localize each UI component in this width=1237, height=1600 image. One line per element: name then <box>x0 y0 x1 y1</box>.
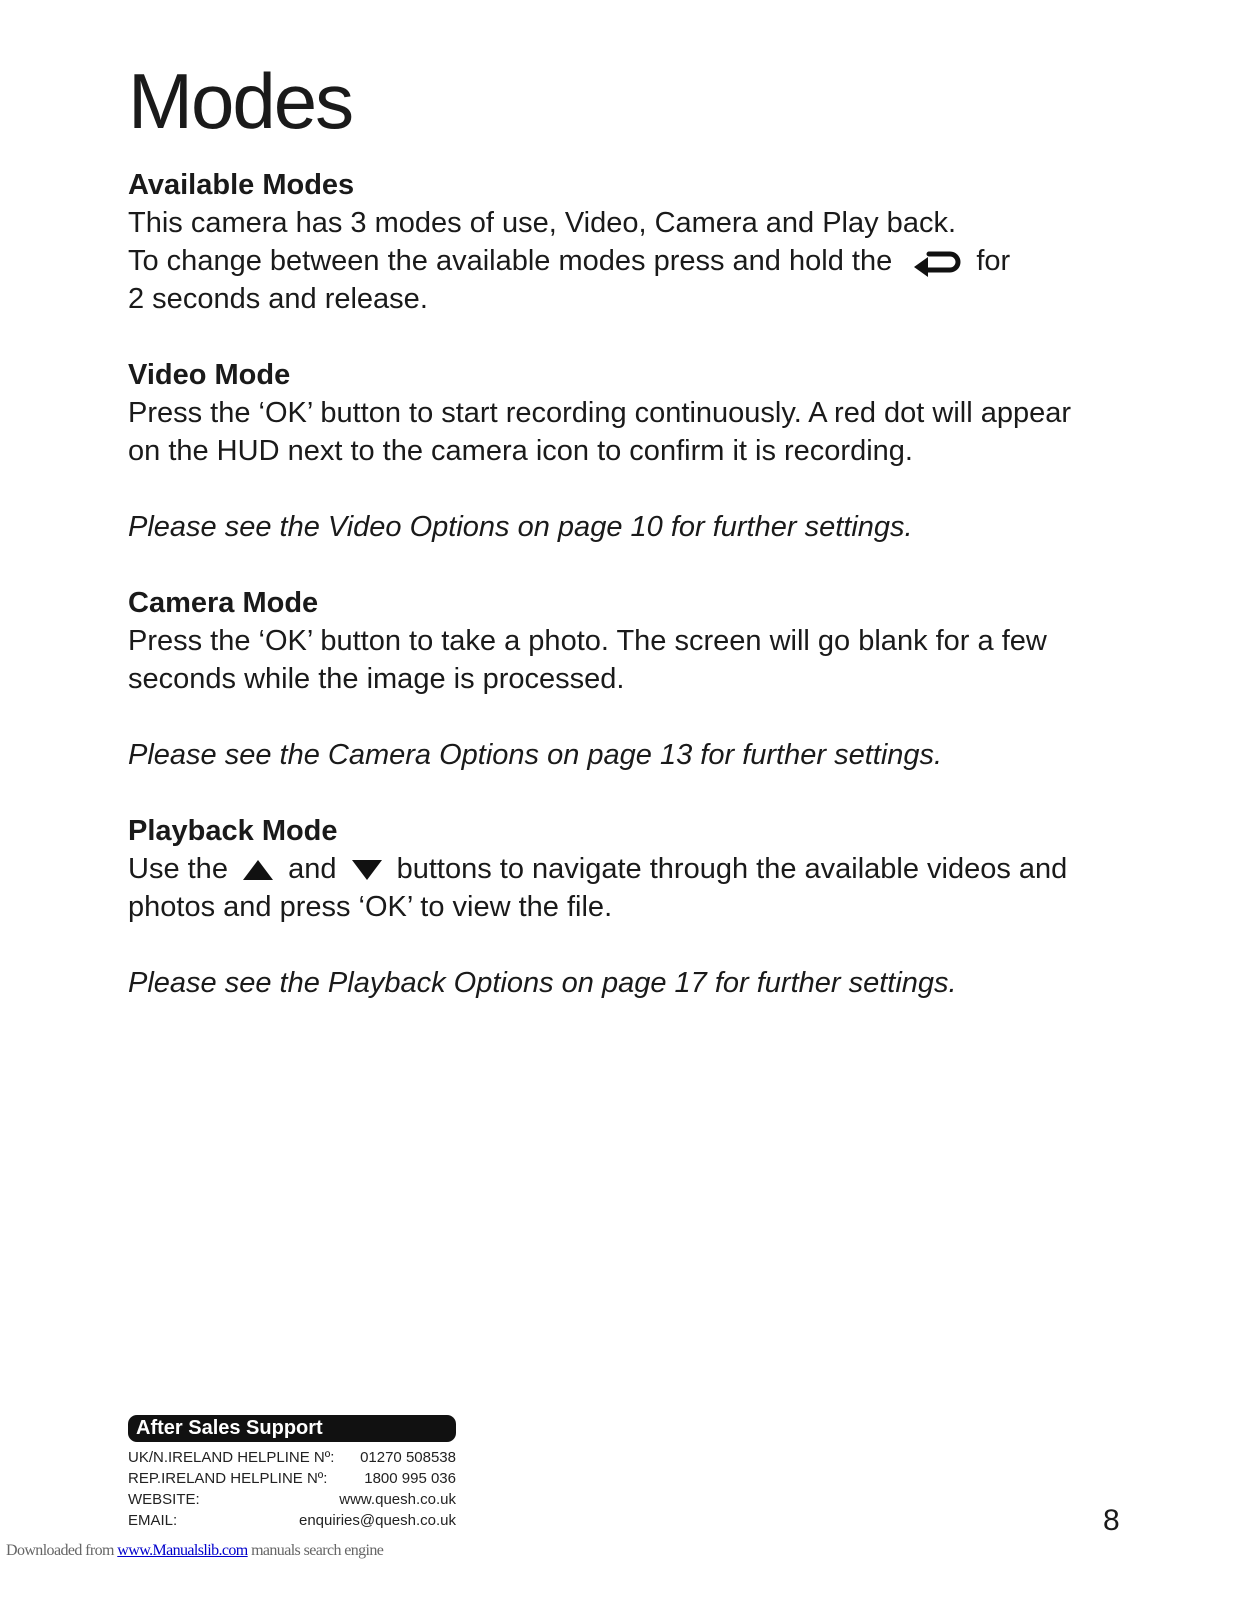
page-number: 8 <box>1103 1504 1120 1537</box>
support-rows <box>128 1447 456 1531</box>
support-row-website <box>128 1489 456 1510</box>
playback-mode-body <box>128 850 1088 926</box>
download-footer <box>6 1542 383 1560</box>
playback-body-pre: Use the <box>128 853 228 885</box>
playback-mode-heading: Playback Mode <box>128 815 338 847</box>
support-label: WEBSITE: <box>128 1491 200 1508</box>
video-mode-heading: Video Mode <box>128 359 291 391</box>
page-title: Modes <box>128 57 353 145</box>
support-label: REP.IRELAND HELPLINE Nº: <box>128 1470 328 1487</box>
support-value: 1800 995 036 <box>364 1470 456 1487</box>
available-modes-heading: Available Modes <box>128 169 355 201</box>
video-mode-note: Please see the Video Options on page 10 for further settings. <box>128 511 913 543</box>
available-modes-line2-post: for <box>976 245 1011 277</box>
available-modes-line1: This camera has 3 modes of use, Video, Camera and Play back. <box>128 207 957 239</box>
playback-body-post: buttons to navigate through the available videos and photos and press ‘OK’ to view the file. <box>128 853 1068 923</box>
support-label: EMAIL: <box>128 1512 178 1529</box>
support-email-value[interactable]: enquiries@quesh.co.uk <box>299 1512 456 1529</box>
download-suffix: manuals search engine <box>251 1542 384 1559</box>
camera-mode-body: Press the ‘OK’ button to take a photo. The screen will go blank for a few seconds while the image is processed. <box>128 625 1047 695</box>
up-triangle-icon <box>242 859 274 881</box>
page-content <box>128 166 1088 1002</box>
playback-body-mid: and <box>288 853 337 885</box>
available-modes-line3: 2 seconds and release. <box>128 283 428 315</box>
download-prefix: Downloaded from <box>6 1542 114 1559</box>
return-arrow-icon <box>912 247 962 277</box>
available-modes-line2-pre: To change between the available modes press and hold the <box>128 245 893 277</box>
support-banner: After Sales Support <box>128 1415 456 1442</box>
support-row-email <box>128 1510 456 1531</box>
camera-mode-heading: Camera Mode <box>128 587 319 619</box>
support-value: 01270 508538 <box>360 1449 456 1466</box>
support-label: UK/N.IRELAND HELPLINE Nº: <box>128 1449 335 1466</box>
support-row-ireland-helpline <box>128 1468 456 1489</box>
down-triangle-icon <box>351 859 383 881</box>
support-website-value[interactable]: www.quesh.co.uk <box>339 1491 456 1508</box>
playback-mode-note: Please see the Playback Options on page 17 for further settings. <box>128 967 957 999</box>
available-modes-line2 <box>128 242 1088 280</box>
video-mode-body: Press the ‘OK’ button to start recording continuously. A red dot will appear on the HUD next to the camera icon to confirm it is recording. <box>128 397 1072 467</box>
manualslib-link[interactable]: www.Manualslib.com <box>117 1542 248 1559</box>
camera-mode-note: Please see the Camera Options on page 13 for further settings. <box>128 739 943 771</box>
after-sales-support <box>128 1415 456 1531</box>
support-row-uk-helpline <box>128 1447 456 1468</box>
